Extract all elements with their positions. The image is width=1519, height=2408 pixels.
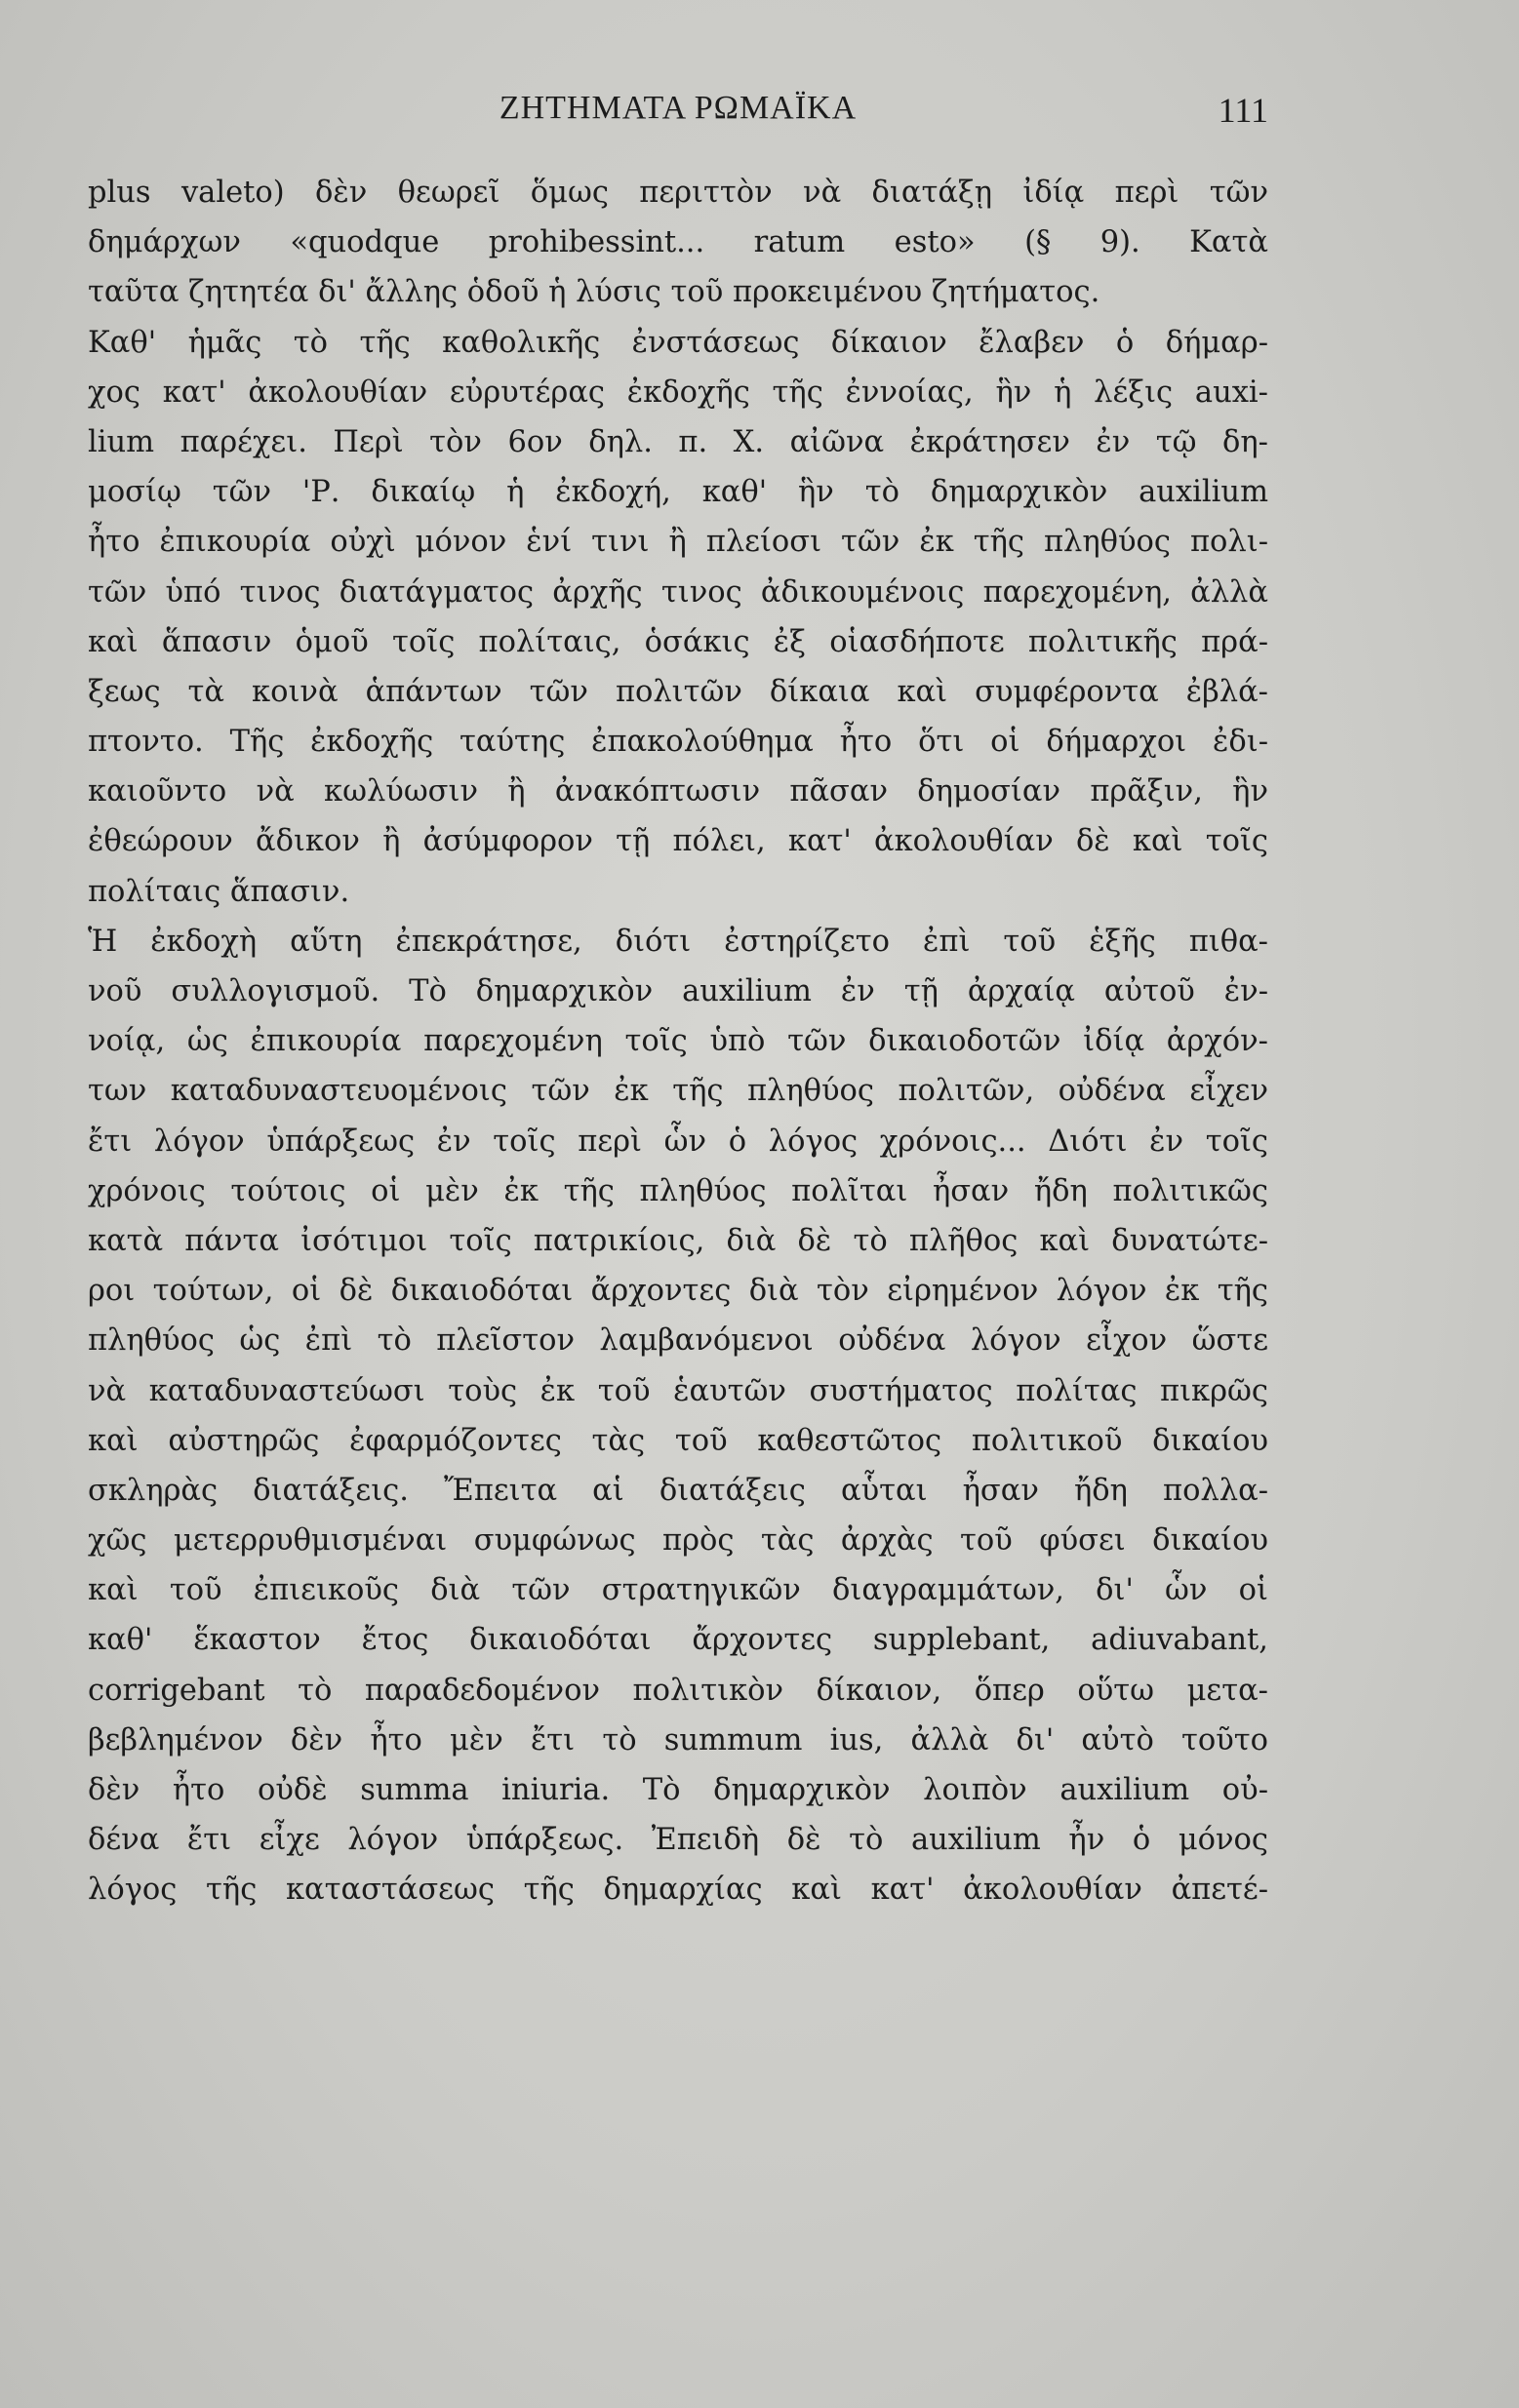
text-line: των καταδυναστευομένοις τῶν ἐκ τῆς πληθύος πολιτῶν, οὐδένα εἶχεν <box>88 1074 1268 1109</box>
text-line: χῶς μετερρυθμισμέναι συμφώνως πρὸς τὰς ἀρχὰς τοῦ φύσει δικαίου <box>88 1523 1268 1559</box>
text-line: λόγος τῆς καταστάσεως τῆς δημαρχίας καὶ κατ' ἀκολουθίαν ἀπετέ- <box>88 1873 1268 1908</box>
text-line: βεβλημένον δὲν ἦτο μὲν ἔτι τὸ summum ius, ἀλλὰ δι' αὐτὸ τοῦτο <box>88 1722 1268 1757</box>
text-line: καὶ αὐστηρῶς ἐφαρμόζοντες τὰς τοῦ καθεστῶτος πολιτικοῦ δικαίου <box>88 1423 1268 1458</box>
text-line: καιοῦντο νὰ κωλύωσιν ἢ ἀνακόπτωσιν πᾶσαν δημοσίαν πρᾶξιν, ἣν <box>88 774 1268 809</box>
text-line: μοσίῳ τῶν 'Ρ. δικαίῳ ἡ ἐκδοχή, καθ' ἣν τὸ δημαρχικὸν auxilium <box>88 475 1268 510</box>
text-line: πτοντο. Τῆς ἐκδοχῆς ταύτης ἐπακολούθημα ἦτο ὅτι οἱ δήμαρχοι ἐδι- <box>88 725 1268 760</box>
text-line: δὲν ἦτο οὐδὲ summa iniuria. Τὸ δημαρχικὸν λοιπὸν auxilium οὐ- <box>88 1773 1268 1807</box>
page-header <box>88 90 1268 138</box>
body-text <box>88 168 1268 1915</box>
text-line: πληθύος ὡς ἐπὶ τὸ πλεῖστον λαμβανόμενοι οὐδένα λόγον εἶχον ὥστε <box>88 1323 1268 1359</box>
text-line: Καθ' ἡμᾶς τὸ τῆς καθολικῆς ἐνστάσεως δίκαιον ἔλαβεν ὁ δήμαρ- <box>88 325 1268 360</box>
text-line: καθ' ἕκαστον ἔτος δικαιοδόται ἄρχοντες supplebant, adiuvabant, <box>88 1623 1268 1658</box>
text-line: τῶν ὑπό τινος διατάγματος ἀρχῆς τινος ἀδικουμένοις παρεχομένη, ἀλλὰ <box>88 574 1268 610</box>
text-line: ξεως τὰ κοινὰ ἁπάντων τῶν πολιτῶν δίκαια καὶ συμφέροντα ἐβλά- <box>88 674 1268 709</box>
text-line: ἐθεώρουν ἄδικον ἢ ἀσύμφορον τῇ πόλει, κατ' ἀκολουθίαν δὲ καὶ τοῖς <box>88 824 1268 859</box>
text-line: νοῦ συλλογισμοῦ. Τὸ δημαρχικὸν auxilium ἐν τῇ ἀρχαίᾳ αὐτοῦ ἐν- <box>88 974 1268 1008</box>
text-line: corrigebant τὸ παραδεδομένον πολιτικὸν δίκαιον, ὅπερ οὕτω μετα- <box>88 1673 1268 1708</box>
text-line: καὶ ἅπασιν ὁμοῦ τοῖς πολίταις, ὁσάκις ἐξ οἱασδήποτε πολιτικῆς πρά- <box>88 624 1268 659</box>
running-title: ΖΗΤΗΜΑΤΑ ΡΩΜΑΪΚΑ <box>499 90 858 126</box>
text-line: νὰ καταδυναστεύωσι τοὺς ἐκ τοῦ ἑαυτῶν συστήματος πολίτας πικρῶς <box>88 1373 1268 1408</box>
text-line: πολίταις ἅπασιν. <box>88 874 350 909</box>
text-line: χος κατ' ἀκολουθίαν εὐρυτέρας ἐκδοχῆς τῆς ἐννοίας, ἣν ἡ λέξις auxi- <box>88 375 1268 410</box>
text-line: νοίᾳ, ὡς ἐπικουρία παρεχομένη τοῖς ὑπὸ τῶν δικαιοδοτῶν ἰδίᾳ ἀρχόν- <box>88 1024 1268 1059</box>
text-line: plus valeto) δὲν θεωρεῖ ὅμως περιττὸν νὰ διατάξῃ ἰδίᾳ περὶ τῶν <box>88 176 1268 210</box>
text-line: δημάρχων «quodque prohibessint... ratum esto» (§ 9). Κατὰ <box>88 225 1268 260</box>
text-line: κατὰ πάντα ἰσότιμοι τοῖς πατρικίοις, διὰ δὲ τὸ πλῆθος καὶ δυνατώτε- <box>88 1223 1268 1258</box>
text-line: ταῦτα ζητητέα δι' ἄλλης ὁδοῦ ἡ λύσις τοῦ προκειμένου ζητήματος. <box>88 275 1100 310</box>
text-line: ἔτι λόγον ὑπάρξεως ἐν τοῖς περὶ ὧν ὁ λόγος χρόνοις... Διότι ἐν τοῖς <box>88 1124 1268 1159</box>
text-line: Ἡ ἐκδοχὴ αὕτη ἐπεκράτησε, διότι ἐστηρίζετο ἐπὶ τοῦ ἑξῆς πιθα- <box>88 924 1268 959</box>
text-line: καὶ τοῦ ἐπιεικοῦς διὰ τῶν στρατηγικῶν διαγραμμάτων, δι' ὧν οἱ <box>88 1573 1268 1608</box>
text-line: σκληρὰς διατάξεις. Ἔπειτα αἱ διατάξεις αὗται ἦσαν ἤδη πολλα- <box>88 1473 1268 1508</box>
page-number: 111 <box>1218 91 1268 130</box>
text-line: ροι τούτων, οἱ δὲ δικαιοδόται ἄρχοντες διὰ τὸν εἰρημένον λόγον ἐκ τῆς <box>88 1274 1268 1309</box>
text-line: χρόνοις τούτοις οἱ μὲν ἐκ τῆς πληθύος πολῖται ἦσαν ἤδη πολιτικῶς <box>88 1173 1268 1208</box>
text-line: δένα ἔτι εἶχε λόγον ὑπάρξεως. Ἐπειδὴ δὲ τὸ auxilium ἦν ὁ μόνος <box>88 1823 1268 1858</box>
text-line: ἦτο ἐπικουρία οὐχὶ μόνον ἑνί τινι ἢ πλείοσι τῶν ἐκ τῆς πληθύος πολι- <box>88 525 1268 560</box>
text-line: lium παρέχει. Περὶ τὸν 6ον δηλ. π. Χ. αἰῶνα ἐκράτησεν ἐν τῷ δη- <box>88 424 1268 459</box>
